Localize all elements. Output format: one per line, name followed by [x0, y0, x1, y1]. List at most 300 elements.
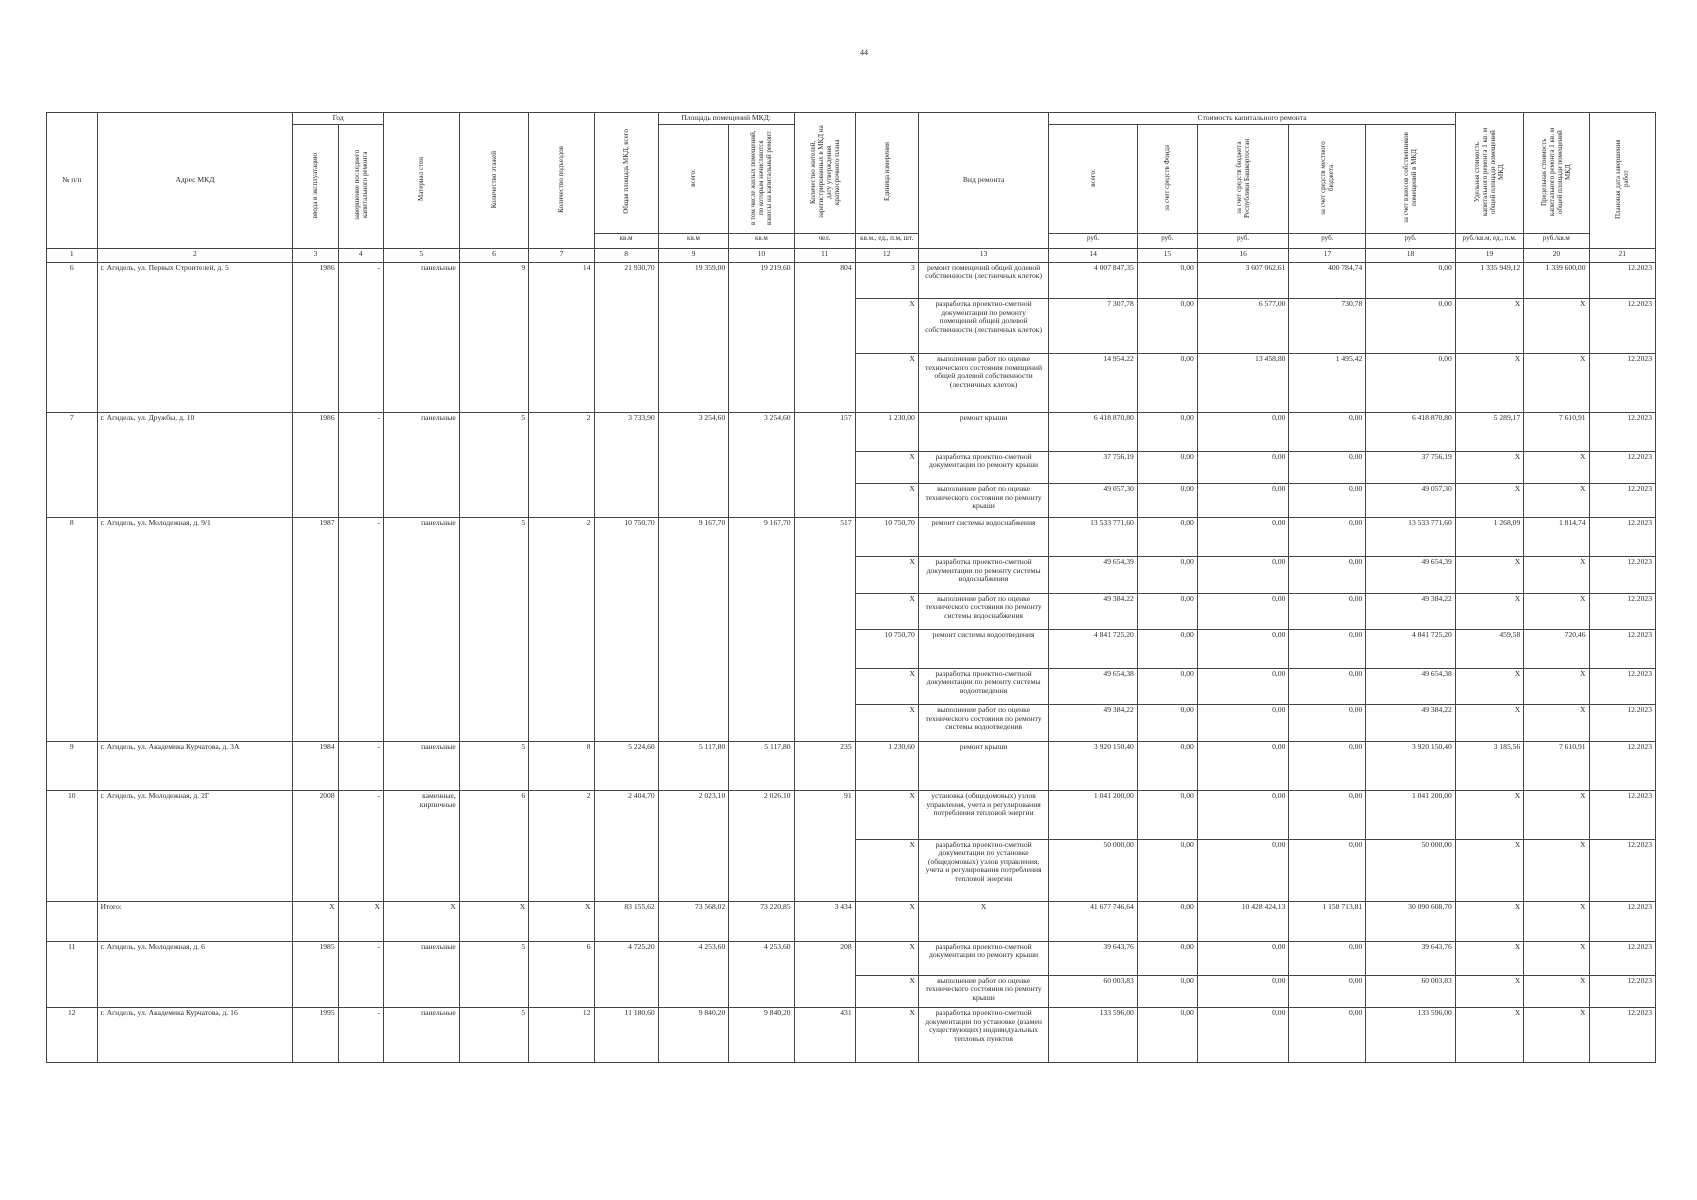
row-unit: X	[855, 705, 918, 742]
row-paying: 19 219,60	[729, 262, 794, 412]
row-date: 12.2023	[1589, 705, 1655, 742]
row-specific-cost: 5 289,17	[1455, 413, 1523, 452]
row-cost-local: 1 495,42	[1289, 354, 1366, 413]
row-repair-year: -	[338, 791, 383, 902]
row-specific-cost: X	[1455, 557, 1523, 594]
total-unit: X	[855, 901, 918, 941]
row-cost-owners: 50 000,00	[1366, 839, 1456, 901]
row-entrances: 6	[529, 941, 594, 1008]
row-cost-local: 0,00	[1289, 413, 1366, 452]
row-premises: 19 359,00	[658, 262, 729, 412]
row-date: 12.2023	[1589, 741, 1655, 790]
row-cost-republic: 0,00	[1197, 839, 1289, 901]
column-number: 7	[529, 248, 594, 262]
row-cost-local: 0,00	[1289, 630, 1366, 669]
row-cost-total: 60 003,83	[1049, 975, 1137, 1007]
row-cost-total: 14 954,22	[1049, 354, 1137, 413]
page-number: 44	[860, 48, 868, 57]
row-cost-republic: 0,00	[1197, 413, 1289, 452]
row-area: 3 733,90	[594, 413, 658, 518]
row-repair-type: выполнение работ по оценке технического состояния по ремонту крыши	[918, 975, 1049, 1007]
row-specific-cost: X	[1455, 1008, 1523, 1063]
column-number: 21	[1589, 248, 1655, 262]
row-date: 12.2023	[1589, 518, 1655, 557]
row-repair-type: выполнение работ по оценке технического состояния по ремонту крыши	[918, 484, 1049, 518]
row-specific-cost: X	[1455, 354, 1523, 413]
row-cost-owners: 49 384,22	[1366, 705, 1456, 742]
header-limit-cost: Предельная стоимость капитального ремонта 1 кв. м общей площади помещений МКД	[1524, 113, 1589, 234]
row-cost-republic: 13 458,80	[1197, 354, 1289, 413]
unit-unit: кв.м., ед., п.м, шт.	[855, 233, 918, 248]
row-residents: 208	[794, 941, 855, 1008]
total-cost-owners: 30 090 608,70	[1366, 901, 1456, 941]
row-cost-local: 730,78	[1289, 299, 1366, 354]
row-specific-cost: 459,58	[1455, 630, 1523, 669]
row-cost-local: 0,00	[1289, 839, 1366, 901]
row-cost-fund: 0,00	[1137, 451, 1197, 483]
row-premises: 9 167,70	[658, 518, 729, 741]
row-cost-fund: 0,00	[1137, 354, 1197, 413]
row-repair-type: ремонт помещений общей долевой собственности (лестничных клеток)	[918, 262, 1049, 299]
row-repair-year: -	[338, 741, 383, 790]
unit-limit-cost: руб./кв.м	[1524, 233, 1589, 248]
row-cost-total: 49 384,22	[1049, 593, 1137, 630]
row-repair-type: разработка проектно-сметной документации по ремонту крыши	[918, 941, 1049, 975]
row-cost-owners: 3 920 150,40	[1366, 741, 1456, 790]
row-walls: каменные, кирпичные	[383, 791, 459, 902]
row-num: 6	[47, 262, 98, 412]
row-cost-owners: 0,00	[1366, 262, 1456, 299]
total-area: 83 155,62	[594, 901, 658, 941]
table-row	[47, 791, 1656, 839]
row-cost-fund: 0,00	[1137, 705, 1197, 742]
row-date: 12.2023	[1589, 941, 1655, 975]
row-residents: 517	[794, 518, 855, 741]
row-repair-type: разработка проектно-сметной документации по ремонту системы водоотведения	[918, 668, 1049, 705]
row-cost-republic: 0,00	[1197, 705, 1289, 742]
unit-total-area: кв.м	[594, 233, 658, 248]
column-number: 4	[338, 248, 383, 262]
row-specific-cost: X	[1455, 451, 1523, 483]
row-repair-type: ремонт системы водоотведения	[918, 630, 1049, 669]
row-limit-cost: X	[1524, 668, 1589, 705]
row-address: г. Агидель, ул. Молодежная, д. 6	[97, 941, 293, 1008]
header-total-area: Общая площадь МКД, всего	[594, 113, 658, 234]
column-number: 12	[855, 248, 918, 262]
row-cost-republic: 0,00	[1197, 518, 1289, 557]
table-row	[47, 741, 1656, 790]
unit-cost-fund: руб.	[1137, 233, 1197, 248]
row-cost-fund: 0,00	[1137, 484, 1197, 518]
column-number: 5	[383, 248, 459, 262]
header-cost-fund: за счет средств Фонда	[1137, 125, 1197, 233]
row-repair-type: выполнение работ по оценке технического состояния по ремонту системы водоснабжения	[918, 593, 1049, 630]
row-premises: 5 117,80	[658, 741, 729, 790]
row-repair-type: ремонт системы водоснабжения	[918, 518, 1049, 557]
row-repair-type: ремонт крыши	[918, 413, 1049, 452]
total-date: 12.2023	[1589, 901, 1655, 941]
header-repair-type: Вид ремонта	[918, 113, 1049, 249]
row-paying: 4 253,60	[729, 941, 794, 1008]
header-floors: Количество этажей	[459, 113, 528, 249]
row-limit-cost: X	[1524, 354, 1589, 413]
row-cost-local: 0,00	[1289, 975, 1366, 1007]
row-cost-total: 1 041 200,00	[1049, 791, 1137, 839]
total-limit-cost: X	[1524, 901, 1589, 941]
row-date: 12.2023	[1589, 630, 1655, 669]
row-unit: 10 750,70	[855, 518, 918, 557]
row-cost-total: 50 000,00	[1049, 839, 1137, 901]
total-repair-year: X	[338, 901, 383, 941]
total-year: X	[293, 901, 338, 941]
row-cost-owners: 49 384,22	[1366, 593, 1456, 630]
row-cost-republic: 0,00	[1197, 557, 1289, 594]
row-unit: X	[855, 975, 918, 1007]
row-residents: 91	[794, 791, 855, 902]
row-cost-fund: 0,00	[1137, 413, 1197, 452]
row-premises: 2 023,10	[658, 791, 729, 902]
row-date: 12.2023	[1589, 839, 1655, 901]
row-cost-republic: 0,00	[1197, 484, 1289, 518]
row-address: г. Агидель, ул. Первых Строителей, д. 5	[97, 262, 293, 412]
row-cost-republic: 0,00	[1197, 975, 1289, 1007]
row-cost-total: 39 643,76	[1049, 941, 1137, 975]
row-floors: 9	[459, 262, 528, 412]
column-number: 13	[918, 248, 1049, 262]
row-cost-fund: 0,00	[1137, 975, 1197, 1007]
row-limit-cost: X	[1524, 941, 1589, 975]
row-specific-cost: X	[1455, 299, 1523, 354]
row-specific-cost: X	[1455, 668, 1523, 705]
row-unit: X	[855, 668, 918, 705]
total-num	[47, 901, 98, 941]
row-cost-republic: 0,00	[1197, 791, 1289, 839]
column-number: 20	[1524, 248, 1589, 262]
row-premises: 9 840,20	[658, 1008, 729, 1063]
total-premises: 73 568,02	[658, 901, 729, 941]
unit-cost-owners: руб.	[1366, 233, 1456, 248]
column-number: 11	[794, 248, 855, 262]
row-floors: 5	[459, 741, 528, 790]
row-floors: 5	[459, 413, 528, 518]
row-year: 1987	[293, 518, 338, 741]
header-premises-area: Площадь помещений МКД:	[658, 113, 794, 125]
row-repair-type: выполнение работ по оценке технического состояния помещений общей долевой собственности (лестничных клеток)	[918, 354, 1049, 413]
header-year: Год	[293, 113, 384, 125]
total-cost-republic: 10 428 424,13	[1197, 901, 1289, 941]
row-date: 12.2023	[1589, 593, 1655, 630]
row-num: 12	[47, 1008, 98, 1063]
row-entrances: 2	[529, 413, 594, 518]
row-address: г. Агидель, ул. Академика Курчатова, д. 3А	[97, 741, 293, 790]
row-cost-owners: 4 841 725,20	[1366, 630, 1456, 669]
header-cost-local: за счет средств местного бюджета	[1289, 125, 1366, 233]
row-limit-cost: X	[1524, 705, 1589, 742]
row-cost-fund: 0,00	[1137, 593, 1197, 630]
column-number: 14	[1049, 248, 1137, 262]
row-year: 1986	[293, 262, 338, 412]
row-walls: панельные	[383, 413, 459, 518]
row-specific-cost: 1 268,09	[1455, 518, 1523, 557]
row-date: 12.2023	[1589, 1008, 1655, 1063]
row-cost-local: 0,00	[1289, 593, 1366, 630]
row-limit-cost: X	[1524, 593, 1589, 630]
row-cost-owners: 49 654,39	[1366, 557, 1456, 594]
row-cost-fund: 0,00	[1137, 518, 1197, 557]
unit-premises-paying: кв.м	[729, 233, 794, 248]
row-paying: 9 167,70	[729, 518, 794, 741]
header-unit: Единица измерения	[855, 113, 918, 234]
column-number: 18	[1366, 248, 1456, 262]
total-cost-fund: 0,00	[1137, 901, 1197, 941]
row-cost-republic: 0,00	[1197, 593, 1289, 630]
capital-repair-table	[46, 112, 1656, 1063]
row-cost-local: 0,00	[1289, 705, 1366, 742]
row-cost-fund: 0,00	[1137, 668, 1197, 705]
header-premises-paying: в том числе жилых помещений, по которым начисляются взносы на капитальный ремонт	[729, 125, 794, 233]
row-num: 8	[47, 518, 98, 741]
row-specific-cost: X	[1455, 705, 1523, 742]
row-floors: 6	[459, 791, 528, 902]
row-num: 11	[47, 941, 98, 1008]
row-cost-total: 49 654,39	[1049, 557, 1137, 594]
row-unit: X	[855, 941, 918, 975]
row-cost-republic: 6 577,00	[1197, 299, 1289, 354]
row-repair-type: установка (общедомовых) узлов управления, учета и регулирования потребления тепловой энергии	[918, 791, 1049, 839]
row-cost-fund: 0,00	[1137, 741, 1197, 790]
row-cost-owners: 13 533 771,60	[1366, 518, 1456, 557]
row-unit: X	[855, 299, 918, 354]
row-specific-cost: X	[1455, 484, 1523, 518]
row-unit: X	[855, 593, 918, 630]
row-limit-cost: 7 610,91	[1524, 413, 1589, 452]
row-cost-total: 7 307,78	[1049, 299, 1137, 354]
header-cost-group: Стоимость капитального ремонта	[1049, 113, 1455, 125]
row-cost-fund: 0,00	[1137, 630, 1197, 669]
row-area: 2 404,70	[594, 791, 658, 902]
total-specific-cost: X	[1455, 901, 1523, 941]
column-number: 15	[1137, 248, 1197, 262]
row-specific-cost: X	[1455, 791, 1523, 839]
row-premises: 3 254,60	[658, 413, 729, 518]
row-limit-cost: X	[1524, 557, 1589, 594]
column-number: 17	[1289, 248, 1366, 262]
column-number: 3	[293, 248, 338, 262]
row-cost-fund: 0,00	[1137, 262, 1197, 299]
total-floors: X	[459, 901, 528, 941]
row-specific-cost: 1 335 949,12	[1455, 262, 1523, 299]
row-cost-owners: 133 596,00	[1366, 1008, 1456, 1063]
row-date: 12.2023	[1589, 791, 1655, 839]
row-cost-total: 49 384,22	[1049, 705, 1137, 742]
row-floors: 5	[459, 941, 528, 1008]
row-cost-total: 49 057,30	[1049, 484, 1137, 518]
row-entrances: 2	[529, 791, 594, 902]
column-number: 16	[1197, 248, 1289, 262]
row-area: 5 224,60	[594, 741, 658, 790]
row-repair-type: разработка проектно-сметной документации по установке (взамен существующих) индивидуальных тепловых пунктов	[918, 1008, 1049, 1063]
row-cost-owners: 37 756,19	[1366, 451, 1456, 483]
row-repair-year: -	[338, 941, 383, 1008]
total-walls: X	[383, 901, 459, 941]
row-cost-republic: 0,00	[1197, 741, 1289, 790]
total-cost-total: 41 677 746,64	[1049, 901, 1137, 941]
row-cost-fund: 0,00	[1137, 941, 1197, 975]
row-repair-type: разработка проектно-сметной документации по ремонту помещений общей долевой собственности (лестничных клеток)	[918, 299, 1049, 354]
row-unit: 1 230,00	[855, 413, 918, 452]
header-cost-republic: за счет средств бюджета Республики Башкортостан	[1197, 125, 1289, 233]
row-unit: X	[855, 354, 918, 413]
row-cost-fund: 0,00	[1137, 1008, 1197, 1063]
row-address: г. Агидель, ул. Молодежная, д. 2Г	[97, 791, 293, 902]
total-entrances: X	[529, 901, 594, 941]
row-cost-fund: 0,00	[1137, 839, 1197, 901]
column-number: 2	[97, 248, 293, 262]
row-paying: 3 254,60	[729, 413, 794, 518]
row-cost-republic: 0,00	[1197, 630, 1289, 669]
row-limit-cost: X	[1524, 299, 1589, 354]
unit-residents: чел.	[794, 233, 855, 248]
column-number: 9	[658, 248, 729, 262]
row-cost-local: 0,00	[1289, 1008, 1366, 1063]
row-cost-republic: 0,00	[1197, 941, 1289, 975]
row-walls: панельные	[383, 1008, 459, 1063]
row-repair-type: разработка проектно-сметной документации по установке (общедомовых) узлов управления, учета и регулирования потребления тепловой энергии	[918, 839, 1049, 901]
row-paying: 9 840,20	[729, 1008, 794, 1063]
row-repair-type: выполнение работ по оценке технического состояния по ремонту системы водоотведения	[918, 705, 1049, 742]
row-cost-owners: 60 003,83	[1366, 975, 1456, 1007]
row-area: 21 930,70	[594, 262, 658, 412]
row-specific-cost: X	[1455, 593, 1523, 630]
total-repair-type: X	[918, 901, 1049, 941]
header-entrances: Количество подъездов	[529, 113, 594, 249]
column-number: 8	[594, 248, 658, 262]
row-entrances: 2	[529, 518, 594, 741]
row-repair-type: разработка проектно-сметной документации по ремонту крыши	[918, 451, 1049, 483]
column-number: 10	[729, 248, 794, 262]
row-residents: 804	[794, 262, 855, 412]
row-cost-republic: 3 607 062,61	[1197, 262, 1289, 299]
row-cost-local: 0,00	[1289, 518, 1366, 557]
row-residents: 157	[794, 413, 855, 518]
column-number: 1	[47, 248, 98, 262]
row-unit: X	[855, 484, 918, 518]
row-walls: панельные	[383, 518, 459, 741]
row-cost-fund: 0,00	[1137, 557, 1197, 594]
header-residents: Количество жителей, зарегистрированных в МКД на дату утверждения краткосрочного плана	[794, 113, 855, 234]
row-area: 10 750,70	[594, 518, 658, 741]
row-limit-cost: 1 814,74	[1524, 518, 1589, 557]
row-unit: X	[855, 791, 918, 839]
total-row	[47, 901, 1656, 941]
row-floors: 5	[459, 1008, 528, 1063]
row-cost-total: 4 841 725,20	[1049, 630, 1137, 669]
row-unit: X	[855, 1008, 918, 1063]
total-cost-local: 1 158 713,81	[1289, 901, 1366, 941]
row-year: 1995	[293, 1008, 338, 1063]
unit-cost-total: руб.	[1049, 233, 1137, 248]
total-label: Итого:	[97, 901, 293, 941]
row-specific-cost: X	[1455, 839, 1523, 901]
column-numbers-row	[47, 248, 1656, 262]
unit-cost-republic: руб.	[1197, 233, 1289, 248]
column-number: 19	[1455, 248, 1523, 262]
header-address: Адрес МКД	[97, 113, 293, 249]
row-num: 9	[47, 741, 98, 790]
row-cost-owners: 6 418 870,80	[1366, 413, 1456, 452]
row-unit: X	[855, 839, 918, 901]
row-date: 12.2023	[1589, 262, 1655, 299]
row-limit-cost: X	[1524, 451, 1589, 483]
header-num: № п/п	[47, 113, 98, 249]
row-entrances: 12	[529, 1008, 594, 1063]
row-repair-year: -	[338, 1008, 383, 1063]
unit-cost-local: руб.	[1289, 233, 1366, 248]
row-cost-total: 133 596,00	[1049, 1008, 1137, 1063]
row-date: 12.2023	[1589, 557, 1655, 594]
row-limit-cost: 720,46	[1524, 630, 1589, 669]
row-unit: 1 230,60	[855, 741, 918, 790]
row-walls: панельные	[383, 941, 459, 1008]
row-year: 1984	[293, 741, 338, 790]
row-cost-owners: 0,00	[1366, 354, 1456, 413]
header-cost-owners: за счет взносов собственников помещений в МКД	[1366, 125, 1456, 233]
header-specific-cost: Удельная стоимость капитального ремонта 1 кв. м общей площади помещений МКД	[1455, 113, 1523, 234]
row-specific-cost: X	[1455, 975, 1523, 1007]
row-walls: панельные	[383, 262, 459, 412]
row-area: 11 180,60	[594, 1008, 658, 1063]
row-paying: 2 026,10	[729, 791, 794, 902]
row-walls: панельные	[383, 741, 459, 790]
row-limit-cost: 1 339 600,00	[1524, 262, 1589, 299]
row-limit-cost: X	[1524, 975, 1589, 1007]
row-repair-year: -	[338, 262, 383, 412]
row-area: 4 725,20	[594, 941, 658, 1008]
row-cost-local: 0,00	[1289, 484, 1366, 518]
unit-premises-total: кв.м	[658, 233, 729, 248]
row-date: 12.2023	[1589, 975, 1655, 1007]
row-limit-cost: X	[1524, 791, 1589, 839]
header-wall-material: Материал стен	[383, 113, 459, 249]
row-limit-cost: X	[1524, 839, 1589, 901]
row-year: 1986	[293, 413, 338, 518]
row-date: 12.2023	[1589, 451, 1655, 483]
row-residents: 431	[794, 1008, 855, 1063]
row-cost-local: 0,00	[1289, 941, 1366, 975]
table-row	[47, 518, 1656, 557]
row-cost-owners: 49 057,30	[1366, 484, 1456, 518]
row-repair-year: -	[338, 413, 383, 518]
row-repair-type: разработка проектно-сметной документации по ремонту системы водоснабжения	[918, 557, 1049, 594]
row-address: г. Агидель, ул. Молодежная, д. 9/1	[97, 518, 293, 741]
row-residents: 235	[794, 741, 855, 790]
row-entrances: 8	[529, 741, 594, 790]
unit-specific-cost: руб./кв.м, ед., п.м.	[1455, 233, 1523, 248]
row-address: г. Агидель, ул. Дружбы, д. 10	[97, 413, 293, 518]
row-cost-local: 0,00	[1289, 668, 1366, 705]
row-cost-republic: 0,00	[1197, 1008, 1289, 1063]
row-date: 12.2023	[1589, 484, 1655, 518]
row-cost-total: 49 654,38	[1049, 668, 1137, 705]
row-date: 12.2023	[1589, 354, 1655, 413]
row-specific-cost: 3 185,56	[1455, 741, 1523, 790]
table-row	[47, 262, 1656, 299]
row-specific-cost: X	[1455, 941, 1523, 975]
row-entrances: 14	[529, 262, 594, 412]
row-premises: 4 253,60	[658, 941, 729, 1008]
row-cost-local: 0,00	[1289, 741, 1366, 790]
row-date: 12.2023	[1589, 299, 1655, 354]
